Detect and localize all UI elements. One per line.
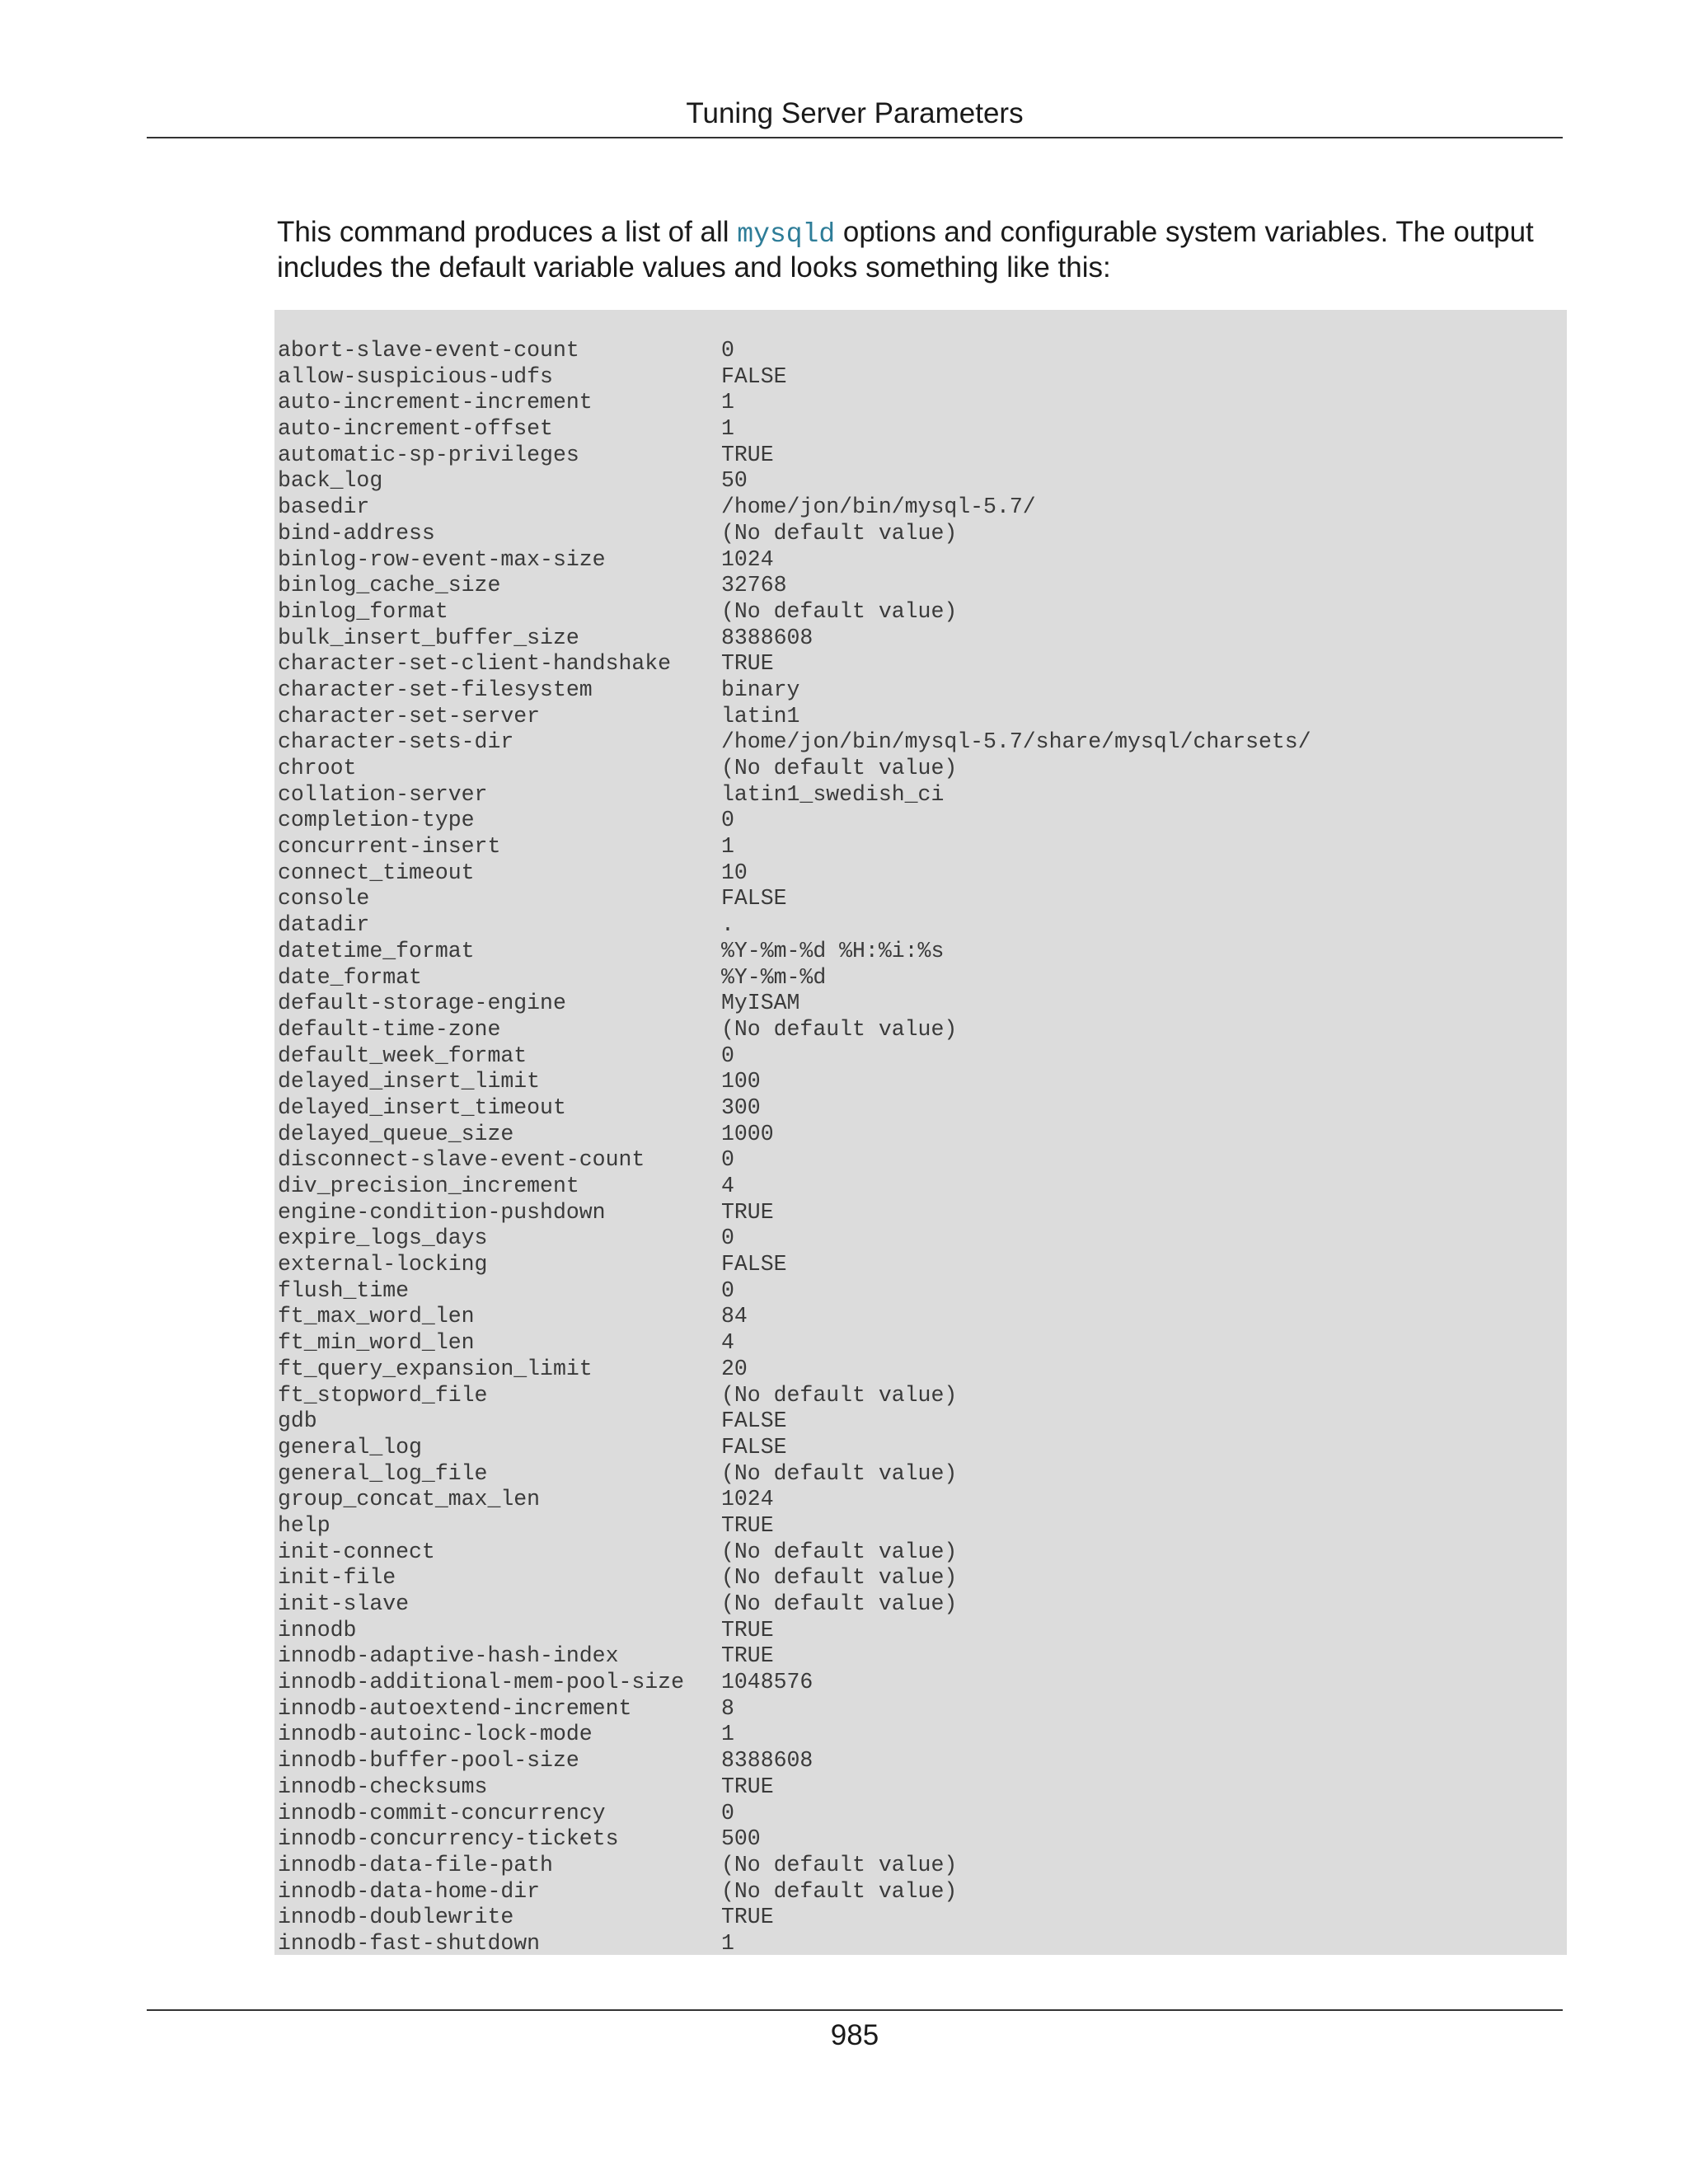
variable-name: character-set-filesystem: [278, 677, 593, 702]
variable-name: init-slave: [278, 1591, 410, 1616]
variable-row: [278, 939, 1567, 965]
variable-value: (No default value): [721, 1565, 958, 1591]
variable-row: [278, 782, 1567, 808]
variable-name: innodb-autoextend-increment: [278, 1695, 632, 1721]
variable-name: ft_max_word_len: [278, 1304, 475, 1329]
variable-value: 8: [721, 1695, 734, 1721]
variable-name: ft_min_word_len: [278, 1330, 475, 1356]
variable-value: 1: [721, 1930, 734, 1956]
variable-row: [278, 1696, 1567, 1722]
variable-name: init-file: [278, 1565, 396, 1591]
variable-row: [278, 1801, 1567, 1827]
variable-name: binlog-row-event-max-size: [278, 546, 606, 572]
variable-value: %Y-%m-%d %H:%i:%s: [721, 938, 945, 963]
variable-row: [278, 1722, 1567, 1748]
variable-name: datadir: [278, 912, 370, 938]
variable-row: [278, 834, 1567, 860]
variable-value: TRUE: [721, 442, 774, 467]
variable-name: ft_stopword_file: [278, 1382, 488, 1408]
variable-value: (No default value): [721, 1460, 958, 1486]
variable-value: .: [721, 912, 734, 938]
variable-name: collation-server: [278, 781, 488, 807]
variable-value: 1: [721, 390, 734, 415]
variable-name: expire_logs_days: [278, 1226, 488, 1251]
variable-row: [278, 1435, 1567, 1461]
variable-row: [278, 1069, 1567, 1095]
variable-name: binlog_format: [278, 598, 448, 624]
variable-value: latin1_swedish_ci: [721, 781, 945, 807]
variable-value: (No default value): [721, 1016, 958, 1042]
variable-row: [278, 1513, 1567, 1540]
variable-row: [278, 965, 1567, 991]
mysqld-code: mysqld: [737, 219, 836, 250]
variable-row: [278, 1670, 1567, 1696]
variable-row: [278, 808, 1567, 834]
variable-value: 10: [721, 860, 748, 885]
variable-value: TRUE: [721, 651, 774, 677]
variable-value: latin1: [721, 703, 800, 729]
variable-value: (No default value): [721, 1539, 958, 1564]
variable-value: TRUE: [721, 1774, 774, 1799]
variable-name: delayed_insert_timeout: [278, 1094, 566, 1120]
variable-row: [278, 1408, 1567, 1435]
variable-value: (No default value): [721, 598, 958, 624]
variable-row: [278, 1147, 1567, 1174]
variable-row: [278, 1774, 1567, 1801]
variable-value: 4: [721, 1174, 734, 1198]
variable-value: 0: [721, 1226, 734, 1251]
variable-row: [278, 626, 1567, 652]
variable-value: 8388608: [721, 1748, 814, 1774]
variable-row: [278, 729, 1567, 756]
variable-row: [278, 1043, 1567, 1070]
variable-value: (No default value): [721, 1382, 958, 1408]
variable-row: [278, 1304, 1567, 1330]
variable-name: help: [278, 1512, 331, 1538]
variable-value: 1000: [721, 1121, 774, 1146]
variable-row: [278, 1540, 1567, 1566]
variable-name: default_week_format: [278, 1043, 528, 1068]
variable-name: basedir: [278, 494, 370, 520]
variable-value: 32768: [721, 573, 787, 598]
variable-name: innodb-data-home-dir: [278, 1878, 541, 1904]
variable-name: chroot: [278, 756, 357, 780]
variable-value: (No default value): [721, 756, 958, 780]
variable-value: TRUE: [721, 1643, 774, 1669]
variable-name: default-storage-engine: [278, 991, 566, 1016]
variable-name: group_concat_max_len: [278, 1487, 541, 1512]
variable-row: [278, 416, 1567, 443]
variable-row: [278, 1252, 1567, 1278]
variable-name: default-time-zone: [278, 1016, 501, 1042]
variable-value: MyISAM: [721, 991, 800, 1016]
variable-name: character-set-client-handshake: [278, 651, 672, 677]
variable-row: [278, 704, 1567, 730]
variable-value: 1: [721, 834, 734, 860]
variable-name: date_format: [278, 964, 422, 990]
variable-name: engine-condition-pushdown: [278, 1199, 606, 1225]
variable-row: [278, 1748, 1567, 1774]
variables-code-block: [274, 310, 1567, 1955]
variable-value: 100: [721, 1069, 761, 1094]
variable-row: [278, 468, 1567, 494]
variable-name: completion-type: [278, 808, 475, 833]
variable-name: innodb-checksums: [278, 1774, 488, 1799]
variable-value: 50: [721, 468, 748, 494]
variable-value: (No default value): [721, 1852, 958, 1877]
variable-value: 84: [721, 1304, 748, 1329]
variable-name: connect_timeout: [278, 860, 475, 885]
variable-row: [278, 1122, 1567, 1148]
variable-value: 0: [721, 1147, 734, 1173]
variable-name: innodb-fast-shutdown: [278, 1930, 541, 1956]
variable-name: binlog_cache_size: [278, 573, 501, 598]
variable-row: [278, 443, 1567, 469]
variable-name: automatic-sp-privileges: [278, 442, 579, 467]
variable-value: /home/jon/bin/mysql-5.7/: [721, 494, 1036, 520]
variable-name: delayed_insert_limit: [278, 1069, 541, 1094]
variable-value: TRUE: [721, 1199, 774, 1225]
variable-value: FALSE: [721, 886, 787, 912]
variable-name: disconnect-slave-event-count: [278, 1147, 645, 1173]
variable-name: innodb-commit-concurrency: [278, 1800, 606, 1825]
variable-row: [278, 1278, 1567, 1305]
variable-name: datetime_format: [278, 938, 475, 963]
variable-value: (No default value): [721, 1591, 958, 1616]
variable-name: bind-address: [278, 520, 435, 546]
variable-row: [278, 677, 1567, 704]
variable-value: 1: [721, 416, 734, 442]
variable-value: 0: [721, 1800, 734, 1825]
variable-name: innodb-buffer-pool-size: [278, 1748, 579, 1774]
variable-value: 1024: [721, 546, 774, 572]
variable-row: [278, 886, 1567, 912]
variable-row: [278, 390, 1567, 416]
variable-row: [278, 1174, 1567, 1200]
variable-row: [278, 1330, 1567, 1357]
variable-value: %Y-%m-%d: [721, 964, 827, 990]
variable-value: 8388608: [721, 625, 814, 650]
variable-name: init-connect: [278, 1539, 435, 1564]
variable-name: ft_query_expansion_limit: [278, 1356, 593, 1381]
variable-name: innodb-data-file-path: [278, 1852, 553, 1877]
variable-name: div_precision_increment: [278, 1174, 579, 1198]
variable-row: [278, 1226, 1567, 1252]
page-footer: [147, 2009, 1563, 2054]
variable-value: (No default value): [721, 520, 958, 546]
variable-name: back_log: [278, 468, 383, 494]
variable-name: concurrent-insert: [278, 834, 501, 860]
page-header: [147, 91, 1563, 138]
variable-row: [278, 651, 1567, 677]
variable-value: /home/jon/bin/mysql-5.7/share/mysql/charsets/: [721, 729, 1311, 755]
variable-row: [278, 1931, 1567, 1957]
variable-row: [278, 1565, 1567, 1591]
variable-row: [278, 1905, 1567, 1931]
variable-value: 1: [721, 1722, 734, 1747]
variable-row: [278, 1383, 1567, 1409]
page-number: 985: [830, 2019, 879, 2051]
variable-row: [278, 364, 1567, 391]
variable-value: 0: [721, 1043, 734, 1068]
variable-row: [278, 991, 1567, 1017]
variable-row: [278, 338, 1567, 364]
variable-value: 0: [721, 338, 734, 363]
variable-row: [278, 912, 1567, 939]
variable-row: [278, 1853, 1567, 1879]
variable-row: [278, 1591, 1567, 1618]
variable-value: TRUE: [721, 1512, 774, 1538]
variable-name: auto-increment-increment: [278, 390, 593, 415]
variable-value: FALSE: [721, 363, 787, 389]
variable-value: 1024: [721, 1487, 774, 1512]
variable-value: TRUE: [721, 1905, 774, 1930]
variable-row: [278, 494, 1567, 521]
variable-row: [278, 599, 1567, 626]
variable-row: [278, 1618, 1567, 1644]
variable-value: 1048576: [721, 1670, 814, 1695]
variable-row: [278, 573, 1567, 599]
variable-row: [278, 1017, 1567, 1043]
variable-name: bulk_insert_buffer_size: [278, 625, 579, 650]
variable-name: external-locking: [278, 1252, 488, 1277]
variable-value: 4: [721, 1330, 734, 1356]
variable-value: 500: [721, 1826, 761, 1852]
variable-row: [278, 1487, 1567, 1513]
variable-row: [278, 1357, 1567, 1383]
variable-value: 0: [721, 1277, 734, 1303]
page-header-title: Tuning Server Parameters: [686, 97, 1024, 129]
variable-row: [278, 756, 1567, 782]
variable-name: character-set-server: [278, 703, 541, 729]
variable-row: [278, 860, 1567, 887]
variable-value: FALSE: [721, 1434, 787, 1460]
variable-value: 0: [721, 808, 734, 833]
variable-row: [278, 1643, 1567, 1670]
intro-text-before: This command produces a list of all: [277, 216, 738, 248]
variable-value: FALSE: [721, 1252, 787, 1277]
variable-row: [278, 547, 1567, 574]
variable-value: (No default value): [721, 1878, 958, 1904]
variable-row: [278, 1200, 1567, 1226]
variable-name: innodb-additional-mem-pool-size: [278, 1670, 684, 1695]
variable-name: console: [278, 886, 370, 912]
variable-name: innodb-autoinc-lock-mode: [278, 1722, 593, 1747]
variable-row: [278, 1095, 1567, 1122]
variable-name: auto-increment-offset: [278, 416, 553, 442]
variable-value: 300: [721, 1094, 761, 1120]
intro-text-after: options and configurable system variables. The output includes the default variable values and looks something like this:: [277, 216, 1534, 284]
variable-value: FALSE: [721, 1408, 787, 1434]
variable-row: [278, 521, 1567, 547]
variable-name: gdb: [278, 1408, 317, 1434]
variable-name: innodb-doublewrite: [278, 1905, 514, 1930]
variable-name: abort-slave-event-count: [278, 338, 579, 363]
variable-name: innodb-concurrency-tickets: [278, 1826, 619, 1852]
variable-name: character-sets-dir: [278, 729, 514, 755]
variable-name: general_log_file: [278, 1460, 488, 1486]
variable-row: [278, 1461, 1567, 1488]
variable-name: innodb-adaptive-hash-index: [278, 1643, 619, 1669]
intro-paragraph: [277, 216, 1563, 284]
variable-name: allow-suspicious-udfs: [278, 363, 553, 389]
variable-name: delayed_queue_size: [278, 1121, 514, 1146]
variable-value: binary: [721, 677, 800, 702]
variable-name: innodb: [278, 1617, 357, 1643]
variable-name: general_log: [278, 1434, 422, 1460]
variable-value: 20: [721, 1356, 748, 1381]
variable-value: TRUE: [721, 1617, 774, 1643]
variable-name: flush_time: [278, 1277, 410, 1303]
variable-row: [278, 1826, 1567, 1853]
variable-row: [278, 1879, 1567, 1905]
